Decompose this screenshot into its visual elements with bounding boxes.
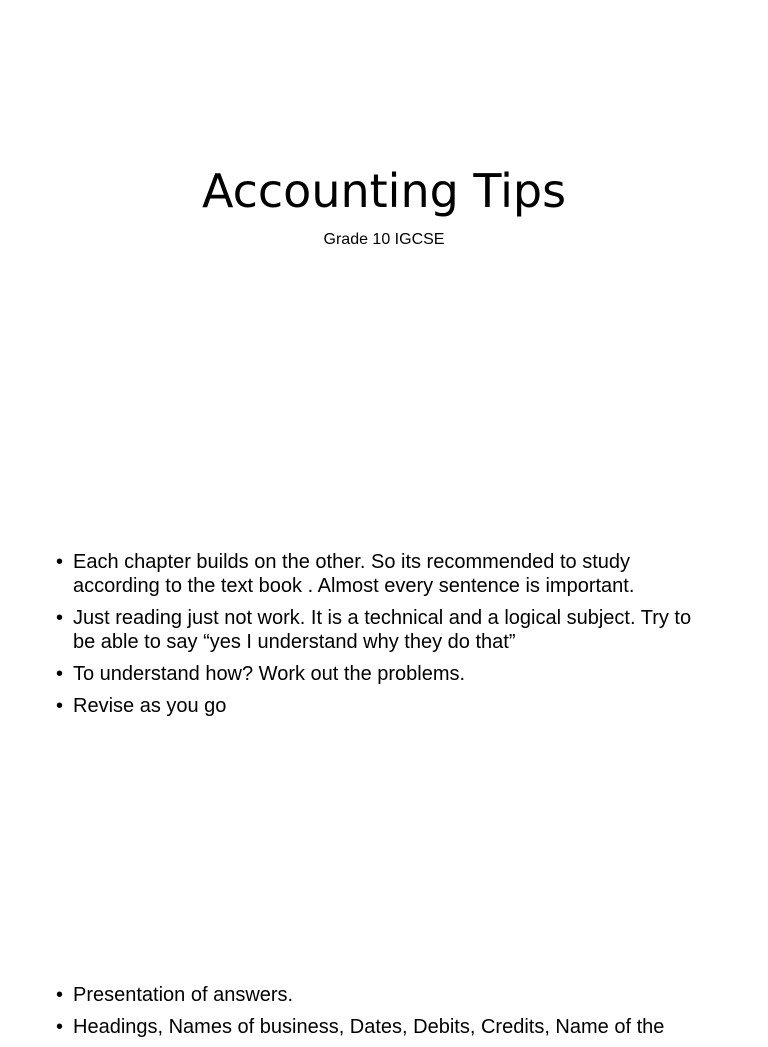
bullet-text: Each chapter builds on the other. So its recommended to study according to the text book . Almost every sentence is important. <box>73 551 635 597</box>
bullet-item <box>56 1015 716 1039</box>
tips-slide <box>0 440 768 940</box>
bullet-text: Presentation of answers. <box>73 984 294 1006</box>
bullet-item <box>56 694 716 718</box>
bullet-dot-icon: • <box>56 1016 64 1038</box>
bullet-dot-icon: • <box>56 663 64 685</box>
bullet-item <box>56 606 716 654</box>
slide-subtitle: Grade 10 IGCSE <box>323 231 445 248</box>
title-slide <box>0 0 768 440</box>
bullet-dot-icon: • <box>56 607 64 629</box>
presentation-slide <box>0 940 768 1038</box>
bullet-item <box>56 550 716 598</box>
bullet-dot-icon: • <box>56 551 64 573</box>
tips-bullet-list <box>56 550 716 726</box>
slide-title: Accounting Tips <box>201 164 567 218</box>
bullet-item <box>56 662 716 686</box>
bullet-text: Headings, Names of business, Dates, Debits, Credits, Name of the <box>73 1016 665 1038</box>
bullet-text: Revise as you go <box>73 695 227 717</box>
presentation-bullet-list <box>56 983 716 1047</box>
bullet-dot-icon: • <box>56 984 64 1006</box>
bullet-dot-icon: • <box>56 695 64 717</box>
bullet-text: To understand how? Work out the problems. <box>73 663 466 685</box>
bullet-item <box>56 983 716 1007</box>
bullet-text: Just reading just not work. It is a technical and a logical subject. Try to be able to say “yes I understand why they do that” <box>73 607 692 653</box>
